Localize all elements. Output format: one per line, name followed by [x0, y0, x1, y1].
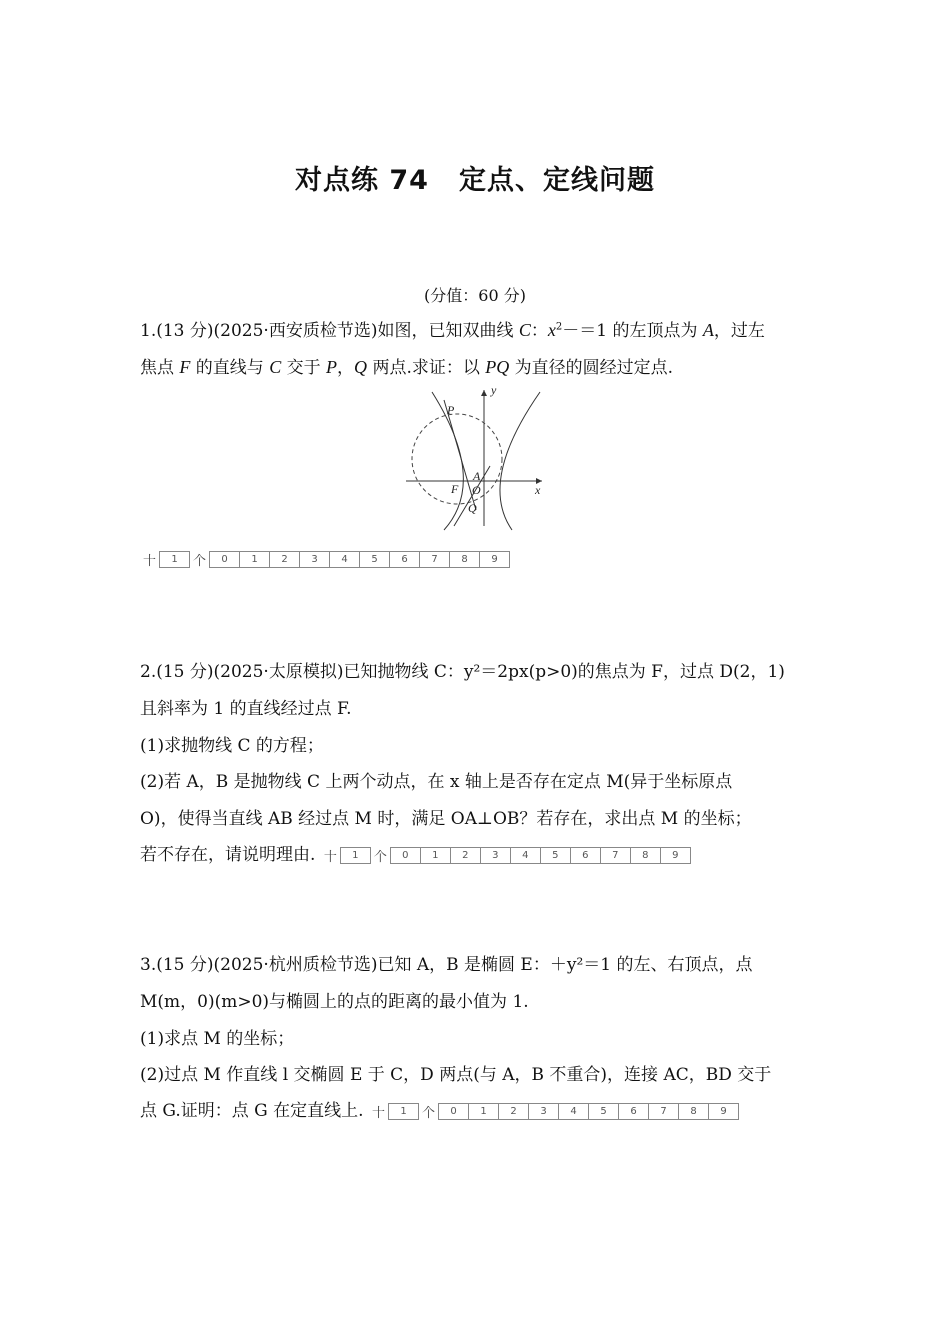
y-label: y [491, 386, 497, 397]
score-tens-box[interactable]: 1 [340, 847, 371, 864]
score-grid-2: 十 1 个 0 1 2 3 4 5 6 7 8 9 [321, 846, 691, 865]
score-digit-box[interactable]: 8 [449, 551, 480, 568]
q2-line-3: (1)求抛物线 C 的方程； [140, 736, 324, 756]
q3-line-3: (1)求点 M 的坐标； [140, 1029, 295, 1049]
score-digit-box[interactable]: 0 [438, 1103, 469, 1120]
q3-line-1: 3.(15 分)(2025·杭州质检节选)已知 A，B 是椭圆 E：＋y²＝1 的左、右顶点，点 [140, 955, 753, 975]
score-digit-box[interactable]: 6 [389, 551, 420, 568]
score-tens-box[interactable]: 1 [159, 551, 190, 568]
score-digit-box[interactable]: 7 [419, 551, 450, 568]
score-digit-box[interactable]: 1 [468, 1103, 499, 1120]
q2-line-5: O)，使得当直线 AB 经过点 M 时，满足 OA⊥OB？若存在，求出点 M 的坐标； [140, 809, 752, 829]
point-q-label: Q [468, 501, 477, 515]
score-digit-box[interactable]: 7 [648, 1103, 679, 1120]
score-digit-box[interactable]: 3 [480, 847, 511, 864]
score-digit-box[interactable]: 4 [510, 847, 541, 864]
q1-line-1: 1.(13 分)(2025·西安质检节选)如图，已知双曲线 C：$x^2-=1$ 的左顶点为 A，过左 [140, 320, 765, 341]
score-digit-box[interactable]: 9 [479, 551, 510, 568]
point-o-label: O [472, 483, 481, 497]
q3-line-5: 点 G.证明：点 G 在定直线上. 十 1 个 0 1 2 3 4 5 6 7 8 9 [140, 1096, 739, 1121]
score-digit-box[interactable]: 1 [420, 847, 451, 864]
score-digit-box[interactable]: 5 [359, 551, 390, 568]
score-digit-box[interactable]: 8 [678, 1103, 709, 1120]
score-digit-box[interactable]: 2 [498, 1103, 529, 1120]
q2-line-6: 若不存在，请说明理由. 十 1 个 0 1 2 3 4 5 6 7 8 9 [140, 840, 691, 865]
q1-line-2: 焦点 F 的直线与 C 交于 P，Q 两点.求证：以 PQ 为直径的圆经过定点. [140, 357, 674, 378]
score-digit-box[interactable]: 1 [239, 551, 270, 568]
score-digit-box[interactable]: 8 [630, 847, 661, 864]
x-label: x [535, 483, 541, 497]
q2-line-1: 2.(15 分)(2025·太原模拟)已知抛物线 C：y²＝2px(p>0)的焦点为 F，过点 D(2，1) [140, 662, 785, 682]
score-digit-box[interactable]: 3 [299, 551, 330, 568]
score-digit-box[interactable]: 7 [600, 847, 631, 864]
title-number: 对点练 74 [295, 165, 429, 196]
point-a-label: A [473, 469, 481, 483]
score-digit-box[interactable]: 6 [570, 847, 601, 864]
score-digit-box[interactable]: 5 [540, 847, 571, 864]
point-p-label: P [447, 403, 455, 417]
score-digit-box[interactable]: 2 [450, 847, 481, 864]
score-grid-1: 十 1 个 0 1 2 3 4 5 6 7 8 9 [140, 550, 510, 569]
q3-line-4: (2)过点 M 作直线 l 交椭圆 E 于 C，D 两点(与 A，B 不重合)，连接 AC，BD 交于 [140, 1065, 772, 1085]
total-score: (分值：60 分) [424, 286, 526, 305]
score-digit-box[interactable]: 0 [209, 551, 240, 568]
score-tens-box[interactable]: 1 [388, 1103, 419, 1120]
score-digit-box[interactable]: 9 [660, 847, 691, 864]
title-topic: 定点、定线问题 [458, 165, 655, 196]
hyperbola-figure [400, 386, 550, 532]
q3-line-2: M(m，0)(m>0)与椭圆上的点的距离的最小值为 1. [140, 992, 529, 1012]
y-axis-arrow [481, 390, 487, 396]
q2-line-2: 且斜率为 1 的直线经过点 F. [140, 699, 352, 719]
q2-line-4: (2)若 A，B 是抛物线 C 上两个动点，在 x 轴上是否存在定点 M(异于坐标原点 [140, 772, 733, 792]
score-digit-box[interactable]: 3 [528, 1103, 559, 1120]
score-digit-box[interactable]: 5 [588, 1103, 619, 1120]
hyperbola-right-branch [500, 392, 540, 530]
score-digit-box[interactable]: 2 [269, 551, 300, 568]
score-grid-3: 十 1 个 0 1 2 3 4 5 6 7 8 9 [369, 1102, 739, 1121]
score-digit-box[interactable]: 6 [618, 1103, 649, 1120]
score-digit-box[interactable]: 0 [390, 847, 421, 864]
score-digit-box[interactable]: 9 [708, 1103, 739, 1120]
score-digit-box[interactable]: 4 [329, 551, 360, 568]
score-digit-box[interactable]: 4 [558, 1103, 589, 1120]
point-f-label: F [451, 482, 459, 496]
page-title [0, 158, 950, 197]
